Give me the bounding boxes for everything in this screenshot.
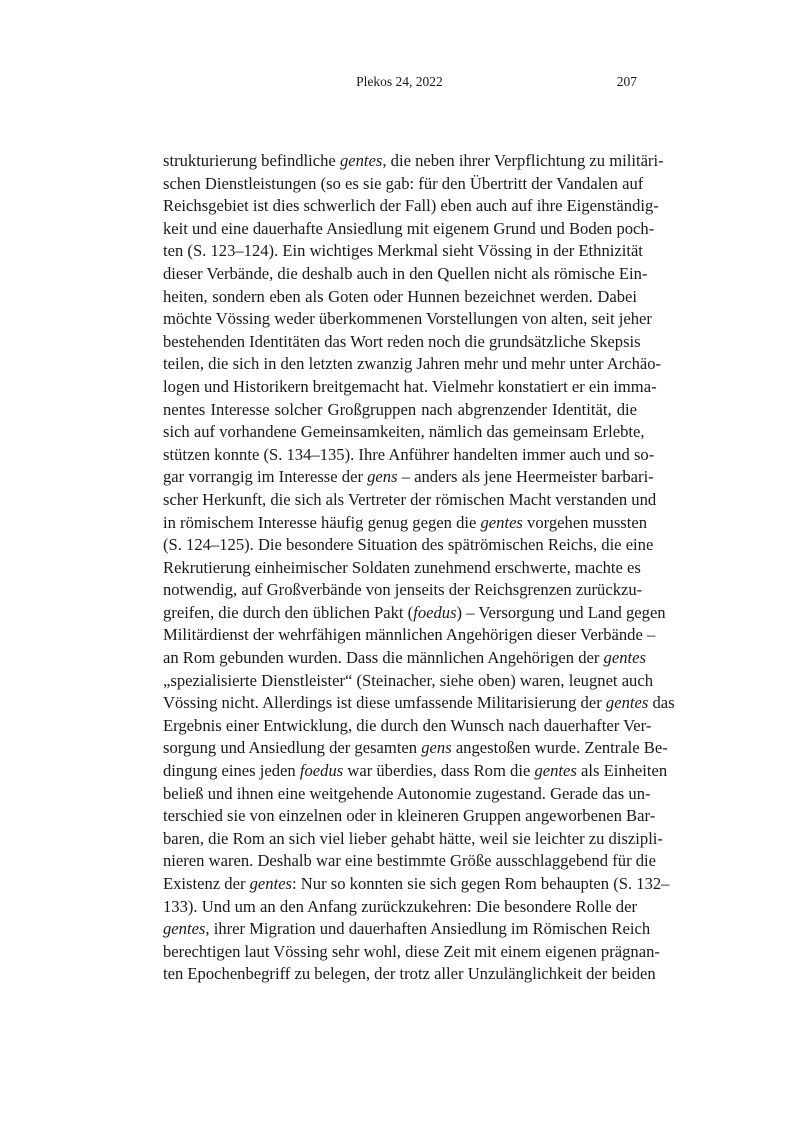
text-line (163, 489, 657, 512)
text-segment: Militärdienst der wehrfähigen männlichen Angehörigen dieser Verbände – (163, 625, 656, 645)
text-segment: schen Dienstleistungen (so es sie gab: für den Übertritt der Vandalen auf (163, 173, 644, 193)
text-segment: sorgung und Ansiedlung der gesamten (163, 738, 422, 758)
text-segment: ten Epochenbegriff zu belegen, der trotz aller Unzulänglichkeit der beiden (163, 964, 656, 984)
text-segment: keit und eine dauerhafte Ansiedlung mit eigenem Grund und Boden poch- (163, 218, 655, 238)
text-segment: Rekrutierung einheimischer Soldaten zunehmend erschwerte, machte es (163, 557, 641, 577)
text-segment: Ergebnis einer Entwicklung, die durch den Wunsch nach dauerhafter Ver- (163, 715, 652, 735)
text-line (163, 308, 652, 331)
page-number: 207 (616, 74, 637, 89)
text-segment: dieser Verbände, die deshalb auch in den Quellen nicht als römische Ein- (163, 263, 648, 283)
text-line (163, 399, 637, 422)
text-line (163, 692, 675, 715)
text-segment: teilen, die sich in den letzten zwanzig Jahren mehr und mehr unter Archäo- (163, 354, 662, 374)
text-line (163, 805, 656, 828)
text-segment: sich auf vorhandene Gemeinsamkeiten, nämlich das gemeinsam Erlebte, (163, 422, 645, 442)
text-segment: ten (S. 123–124). Ein wichtiges Merkmal sieht Vössing in der Ethnizität (163, 241, 643, 261)
text-segment: stützen konnte (S. 134–135). Ihre Anführer handelten immer auch und so- (163, 444, 655, 464)
text-line (163, 218, 655, 241)
text-line (163, 173, 644, 196)
text-segment: nieren waren. Deshalb war eine bestimmte Größe ausschlaggebend für die (163, 851, 657, 871)
italic-term: gentes (249, 874, 293, 893)
text-segment: war überdies, dass Rom die (343, 761, 535, 781)
body-text (163, 150, 675, 986)
text-segment: baren, die Rom an sich viel lieber gehabt hätte, weil sie leichter zu diszipli- (163, 828, 663, 848)
text-line (163, 896, 637, 919)
text-segment: als Einheiten (576, 761, 668, 781)
text-segment: (S. 124–125). Die besondere Situation des spätrömischen Reichs, die eine (163, 535, 654, 555)
italic-term: gentes (163, 919, 206, 939)
text-line (163, 873, 670, 896)
italic-term: gentes (534, 761, 577, 781)
text-line (163, 376, 657, 399)
text-segment: ) – Versorgung und Land gegen (456, 602, 666, 622)
text-line (163, 783, 651, 806)
text-line (163, 579, 643, 602)
text-line (163, 760, 668, 783)
text-line (163, 918, 651, 941)
text-line (163, 534, 654, 557)
text-line (163, 286, 637, 309)
text-segment: , ihrer Migration und dauerhaften Ansiedlung im Römischen Reich (205, 919, 651, 939)
text-segment: bestehenden Identitäten das Wort reden noch die grundsätzliche Skepsis (163, 331, 641, 351)
text-segment: nentes Interesse solcher Großgruppen nach abgrenzender Identität, die (163, 399, 637, 419)
text-segment: terschied sie von einzelnen oder in kleineren Gruppen angeworbenen Bar- (163, 806, 656, 826)
text-segment: „spezialisierte Dienstleister“ (Steinacher, siehe oben) waren, leugnet auch (163, 670, 654, 690)
text-line (163, 444, 655, 467)
text-segment: angestoßen wurde. Zentrale Be- (451, 738, 668, 758)
text-segment: das (648, 693, 675, 713)
text-segment: 133). Und um an den Anfang zurückzukehren: Die besondere Rolle der (163, 896, 637, 916)
text-segment: Existenz der (163, 874, 250, 893)
text-line (163, 624, 656, 647)
text-segment: berechtigen laut Vössing sehr wohl, diese Zeit mit einem eigenen prägnan- (163, 941, 660, 961)
text-line (163, 150, 664, 173)
text-line (163, 353, 662, 376)
text-line (163, 240, 643, 263)
text-segment: an Rom gebunden wurden. Dass die männlichen Angehörigen der (163, 648, 604, 668)
text-line (163, 421, 645, 444)
text-line (163, 512, 648, 535)
text-segment: : Nur so konnten sie sich gegen Rom behaupten (S. 132– (292, 874, 670, 893)
text-segment: heiten, sondern eben als Goten oder Hunnen bezeichnet werden. Dabei (163, 286, 637, 306)
text-line (163, 557, 641, 580)
text-line (163, 195, 659, 218)
italic-term: gentes (605, 693, 649, 713)
text-line (163, 737, 668, 760)
italic-term: foedus (413, 602, 457, 622)
text-segment: in römischem Interesse häufig genug gegen die (163, 512, 481, 532)
text-line (163, 963, 656, 986)
text-segment: dingung eines jeden (163, 761, 300, 781)
text-line (163, 331, 641, 354)
text-segment: strukturierung befindliche (163, 151, 340, 170)
text-line (163, 828, 663, 851)
text-segment: möchte Vössing weder überkommenen Vorstellungen von alten, seit jeher (163, 309, 652, 329)
italic-term: gentes (339, 151, 383, 170)
text-line (163, 466, 654, 489)
text-segment: beließ und ihnen eine weitgehende Autonomie zugestand. Gerade das un- (163, 783, 651, 803)
italic-term: foedus (299, 761, 344, 781)
text-segment: logen und Historikern breitgemacht hat. Vielmehr konstatiert er ein imma- (163, 376, 657, 396)
text-line (163, 850, 657, 873)
italic-term: gentes (480, 512, 523, 532)
text-segment: scher Herkunft, die sich als Vertreter der römischen Macht verstanden und (163, 489, 657, 509)
text-line (163, 647, 646, 670)
text-segment: vorgehen mussten (522, 512, 648, 532)
text-segment: gar vorrangig im Interesse der (163, 467, 368, 487)
text-segment: Reichsgebiet ist dies schwerlich der Fall) eben auch auf ihre Eigenständig- (163, 196, 659, 216)
text-line (163, 602, 666, 625)
italic-term: gens (421, 738, 452, 758)
text-line (163, 941, 660, 964)
italic-term: gentes (603, 648, 646, 668)
text-segment: Vössing nicht. Allerdings ist diese umfassende Militarisierung der (163, 693, 606, 713)
text-segment: – anders als jene Heermeister barbari- (397, 467, 654, 487)
italic-term: gens (367, 467, 398, 487)
running-header-journal: Plekos 24, 2022 (356, 74, 443, 89)
text-segment: notwendig, auf Großverbände von jenseits der Reichsgrenzen zurückzu- (163, 580, 643, 600)
text-line (163, 670, 654, 693)
text-line (163, 715, 652, 738)
text-segment: , die neben ihrer Verpflichtung zu militäri- (382, 151, 664, 170)
text-segment: greifen, die durch den üblichen Pakt ( (163, 602, 414, 622)
text-line (163, 263, 648, 286)
